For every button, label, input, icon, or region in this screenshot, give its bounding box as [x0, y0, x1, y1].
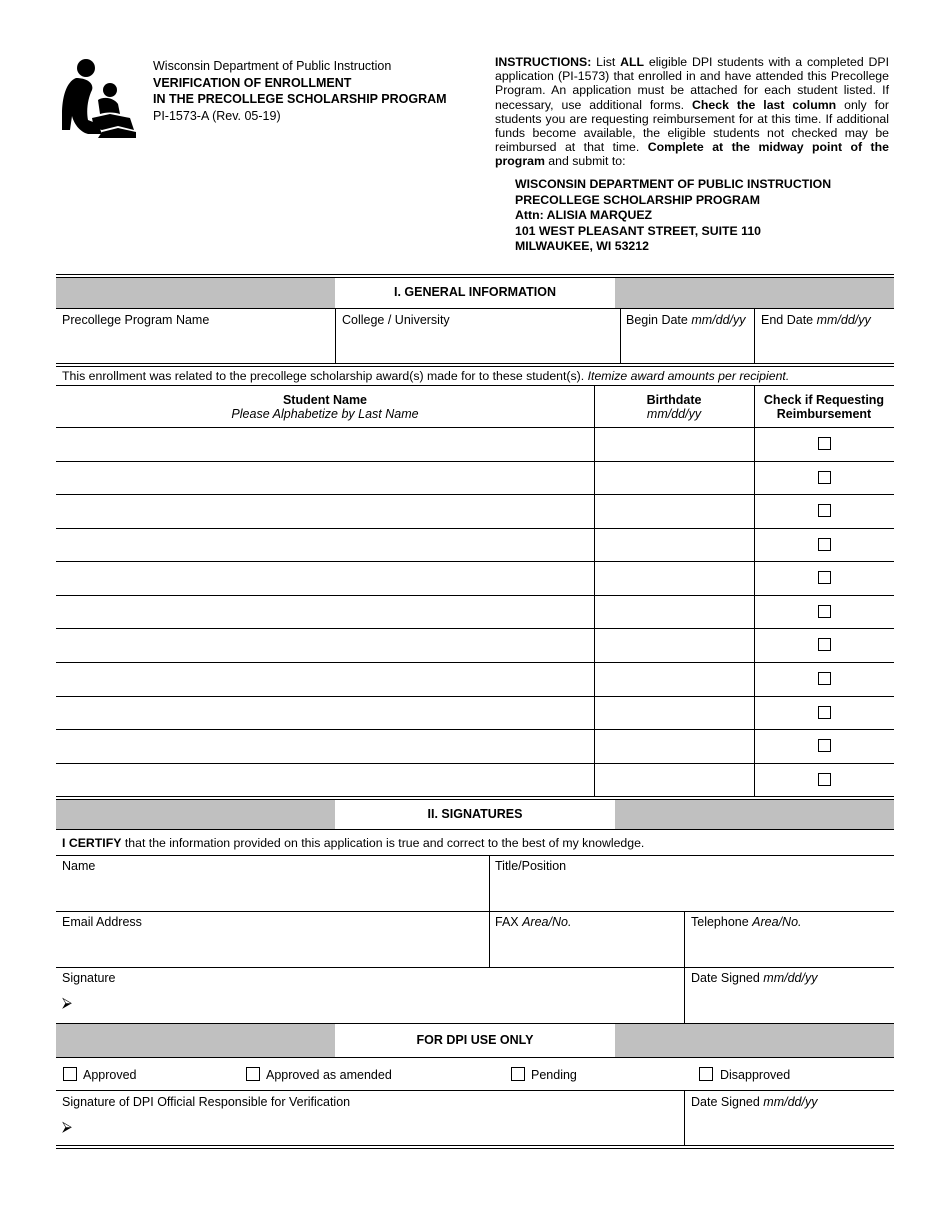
student-name-subtitle: Please Alphabetize by Last Name: [231, 407, 419, 421]
official-signature-label: Signature of DPI Official Responsible for Verification: [62, 1095, 351, 1109]
certify-statement: [62, 836, 644, 850]
begin-date-format: mm/dd/yy: [691, 313, 746, 327]
signature-label: Signature: [62, 971, 116, 985]
instructions-text: and submit to:: [544, 154, 626, 169]
disapproved-label: Disapproved: [720, 1068, 791, 1082]
reimbursement-title-1: Check if Requesting: [763, 393, 885, 407]
reimbursement-checkbox[interactable]: [818, 504, 831, 517]
rule: [56, 1057, 894, 1058]
reimbursement-checkbox[interactable]: [818, 706, 831, 719]
rule: [56, 308, 894, 309]
rule: [620, 308, 621, 363]
end-date-label: [761, 313, 871, 327]
reimbursement-checkbox[interactable]: [818, 672, 831, 685]
signature-arrow-icon: ⮚: [62, 994, 72, 1010]
title-position-label: Title/Position: [495, 859, 567, 873]
bottom-rule: [56, 1148, 894, 1149]
section1-top-rule: [56, 274, 894, 275]
certify-bold: I CERTIFY: [62, 836, 122, 850]
instructions-text: only for students you are requesting reimbursement for at this time. If additional funds become available, the eligible students not checked may be reimbursed at that time.: [495, 97, 889, 155]
reimbursement-checkbox[interactable]: [818, 538, 831, 551]
row-rule: [56, 494, 894, 495]
rule: [56, 829, 894, 830]
end-date-text: End Date: [761, 313, 817, 327]
approved-label: Approved: [83, 1068, 137, 1082]
rule: [56, 385, 894, 386]
date-signed-label: [691, 971, 817, 985]
telephone-format: Area/No.: [752, 915, 802, 929]
fax-label: [495, 915, 571, 929]
row-rule: [56, 696, 894, 697]
official-signature-arrow-icon: ⮚: [62, 1118, 72, 1134]
date-signed-text: Date Signed: [691, 971, 764, 985]
instructions-text: ALL: [620, 55, 645, 69]
address-line: PRECOLLEGE SCHOLARSHIP PROGRAM: [515, 192, 761, 207]
disapproved-checkbox[interactable]: [699, 1067, 713, 1081]
instructions-text: Complete at the midway point of the program: [495, 140, 890, 169]
student-name-title: Student Name: [282, 393, 368, 407]
birthdate-header: [594, 393, 754, 421]
dpi-date-signed-format: mm/dd/yy: [763, 1095, 818, 1109]
email-label: Email Address: [62, 915, 142, 929]
reimbursement-checkbox[interactable]: [818, 437, 831, 450]
telephone-text: Telephone: [691, 915, 753, 929]
row-rule: [56, 595, 894, 596]
reimbursement-checkbox[interactable]: [818, 773, 831, 786]
row-rule: [56, 628, 894, 629]
section2-title: II. SIGNATURES: [335, 800, 615, 829]
reimbursement-checkbox[interactable]: [818, 739, 831, 752]
rule: [56, 366, 894, 367]
student-name-header: [56, 393, 594, 421]
rule: [335, 308, 336, 363]
reimbursement-checkbox[interactable]: [818, 605, 831, 618]
row-rule: [56, 662, 894, 663]
end-date-format: mm/dd/yy: [816, 313, 871, 327]
dpi-title: FOR DPI USE ONLY: [335, 1024, 615, 1057]
instructions-text: List: [591, 55, 621, 69]
reimbursement-checkbox[interactable]: [818, 638, 831, 651]
agency-name: Wisconsin Department of Public Instruction: [153, 59, 392, 73]
fax-format: Area/No.: [522, 915, 572, 929]
address-line: Attn: ALISIA MARQUEZ: [515, 208, 653, 222]
enrollment-note: [62, 369, 789, 383]
form-number: PI-1573-A (Rev. 05-19): [153, 108, 281, 123]
rule: [754, 308, 755, 363]
row-rule: [56, 528, 894, 529]
instructions-text: Check the last column: [692, 97, 837, 112]
approved-amended-label: Approved as amended: [266, 1068, 392, 1082]
rule: [56, 967, 894, 968]
reimbursement-title-2: Reimbursement: [776, 407, 872, 421]
mailing-address: [515, 177, 831, 255]
birthdate-title: Birthdate: [646, 393, 702, 407]
rule: [56, 363, 894, 364]
rule: [754, 385, 755, 797]
begin-date-text: Begin Date: [626, 313, 692, 327]
instructions: [495, 55, 889, 169]
dpi-date-signed-text: Date Signed: [691, 1095, 764, 1109]
address-line: MILWAUKEE, WI 53212: [515, 239, 649, 253]
enrollment-note-text: This enrollment was related to the precollege scholarship award(s) made for to these student(s).: [62, 369, 588, 383]
form-title-line2: IN THE PRECOLLEGE SCHOLARSHIP PROGRAM: [153, 92, 447, 106]
reimbursement-header: [754, 393, 894, 421]
rule: [56, 427, 894, 428]
address-line: WISCONSIN DEPARTMENT OF PUBLIC INSTRUCTION: [515, 177, 832, 191]
program-name-label: Precollege Program Name: [62, 313, 210, 327]
fax-text: FAX: [495, 915, 523, 929]
reimbursement-checkbox[interactable]: [818, 571, 831, 584]
pending-checkbox[interactable]: [511, 1067, 525, 1081]
row-rule: [56, 796, 894, 797]
pending-label: Pending: [531, 1068, 577, 1082]
birthdate-subtitle: mm/dd/yy: [646, 407, 702, 421]
rule: [56, 911, 894, 912]
form-header: [153, 58, 447, 124]
name-label: Name: [62, 859, 96, 873]
certify-text: that the information provided on this application is true and correct to the best of my knowledge.: [121, 836, 645, 850]
form-title-line1: VERIFICATION OF ENROLLMENT: [153, 75, 352, 90]
telephone-label: [691, 915, 802, 929]
row-rule: [56, 763, 894, 764]
date-signed-format: mm/dd/yy: [763, 971, 818, 985]
enrollment-note-italic: Itemize award amounts per recipient.: [587, 369, 790, 383]
instructions-label: INSTRUCTIONS:: [495, 55, 592, 69]
rule: [594, 385, 595, 797]
dpi-date-signed-label: [691, 1095, 817, 1109]
rule: [56, 855, 894, 856]
reimbursement-checkbox[interactable]: [818, 471, 831, 484]
row-rule: [56, 561, 894, 562]
section1-title: I. GENERAL INFORMATION: [335, 278, 615, 308]
dpi-logo: [58, 58, 138, 140]
instructions-text: eligible DPI students with a completed DPI application (PI-1573) that enrolled in and have attended this Precollege Program. An application must be attached for each student listed. If necessary, use additional forms.: [495, 55, 889, 112]
bottom-rule: [56, 1145, 894, 1146]
approved-amended-checkbox[interactable]: [246, 1067, 260, 1081]
row-rule: [56, 729, 894, 730]
rule: [684, 1090, 685, 1145]
approved-checkbox[interactable]: [63, 1067, 77, 1081]
college-label: College / University: [342, 313, 450, 327]
address-line: 101 WEST PLEASANT STREET, SUITE 110: [515, 223, 762, 238]
row-rule: [56, 461, 894, 462]
begin-date-label: [626, 313, 746, 327]
rule: [56, 1090, 894, 1091]
